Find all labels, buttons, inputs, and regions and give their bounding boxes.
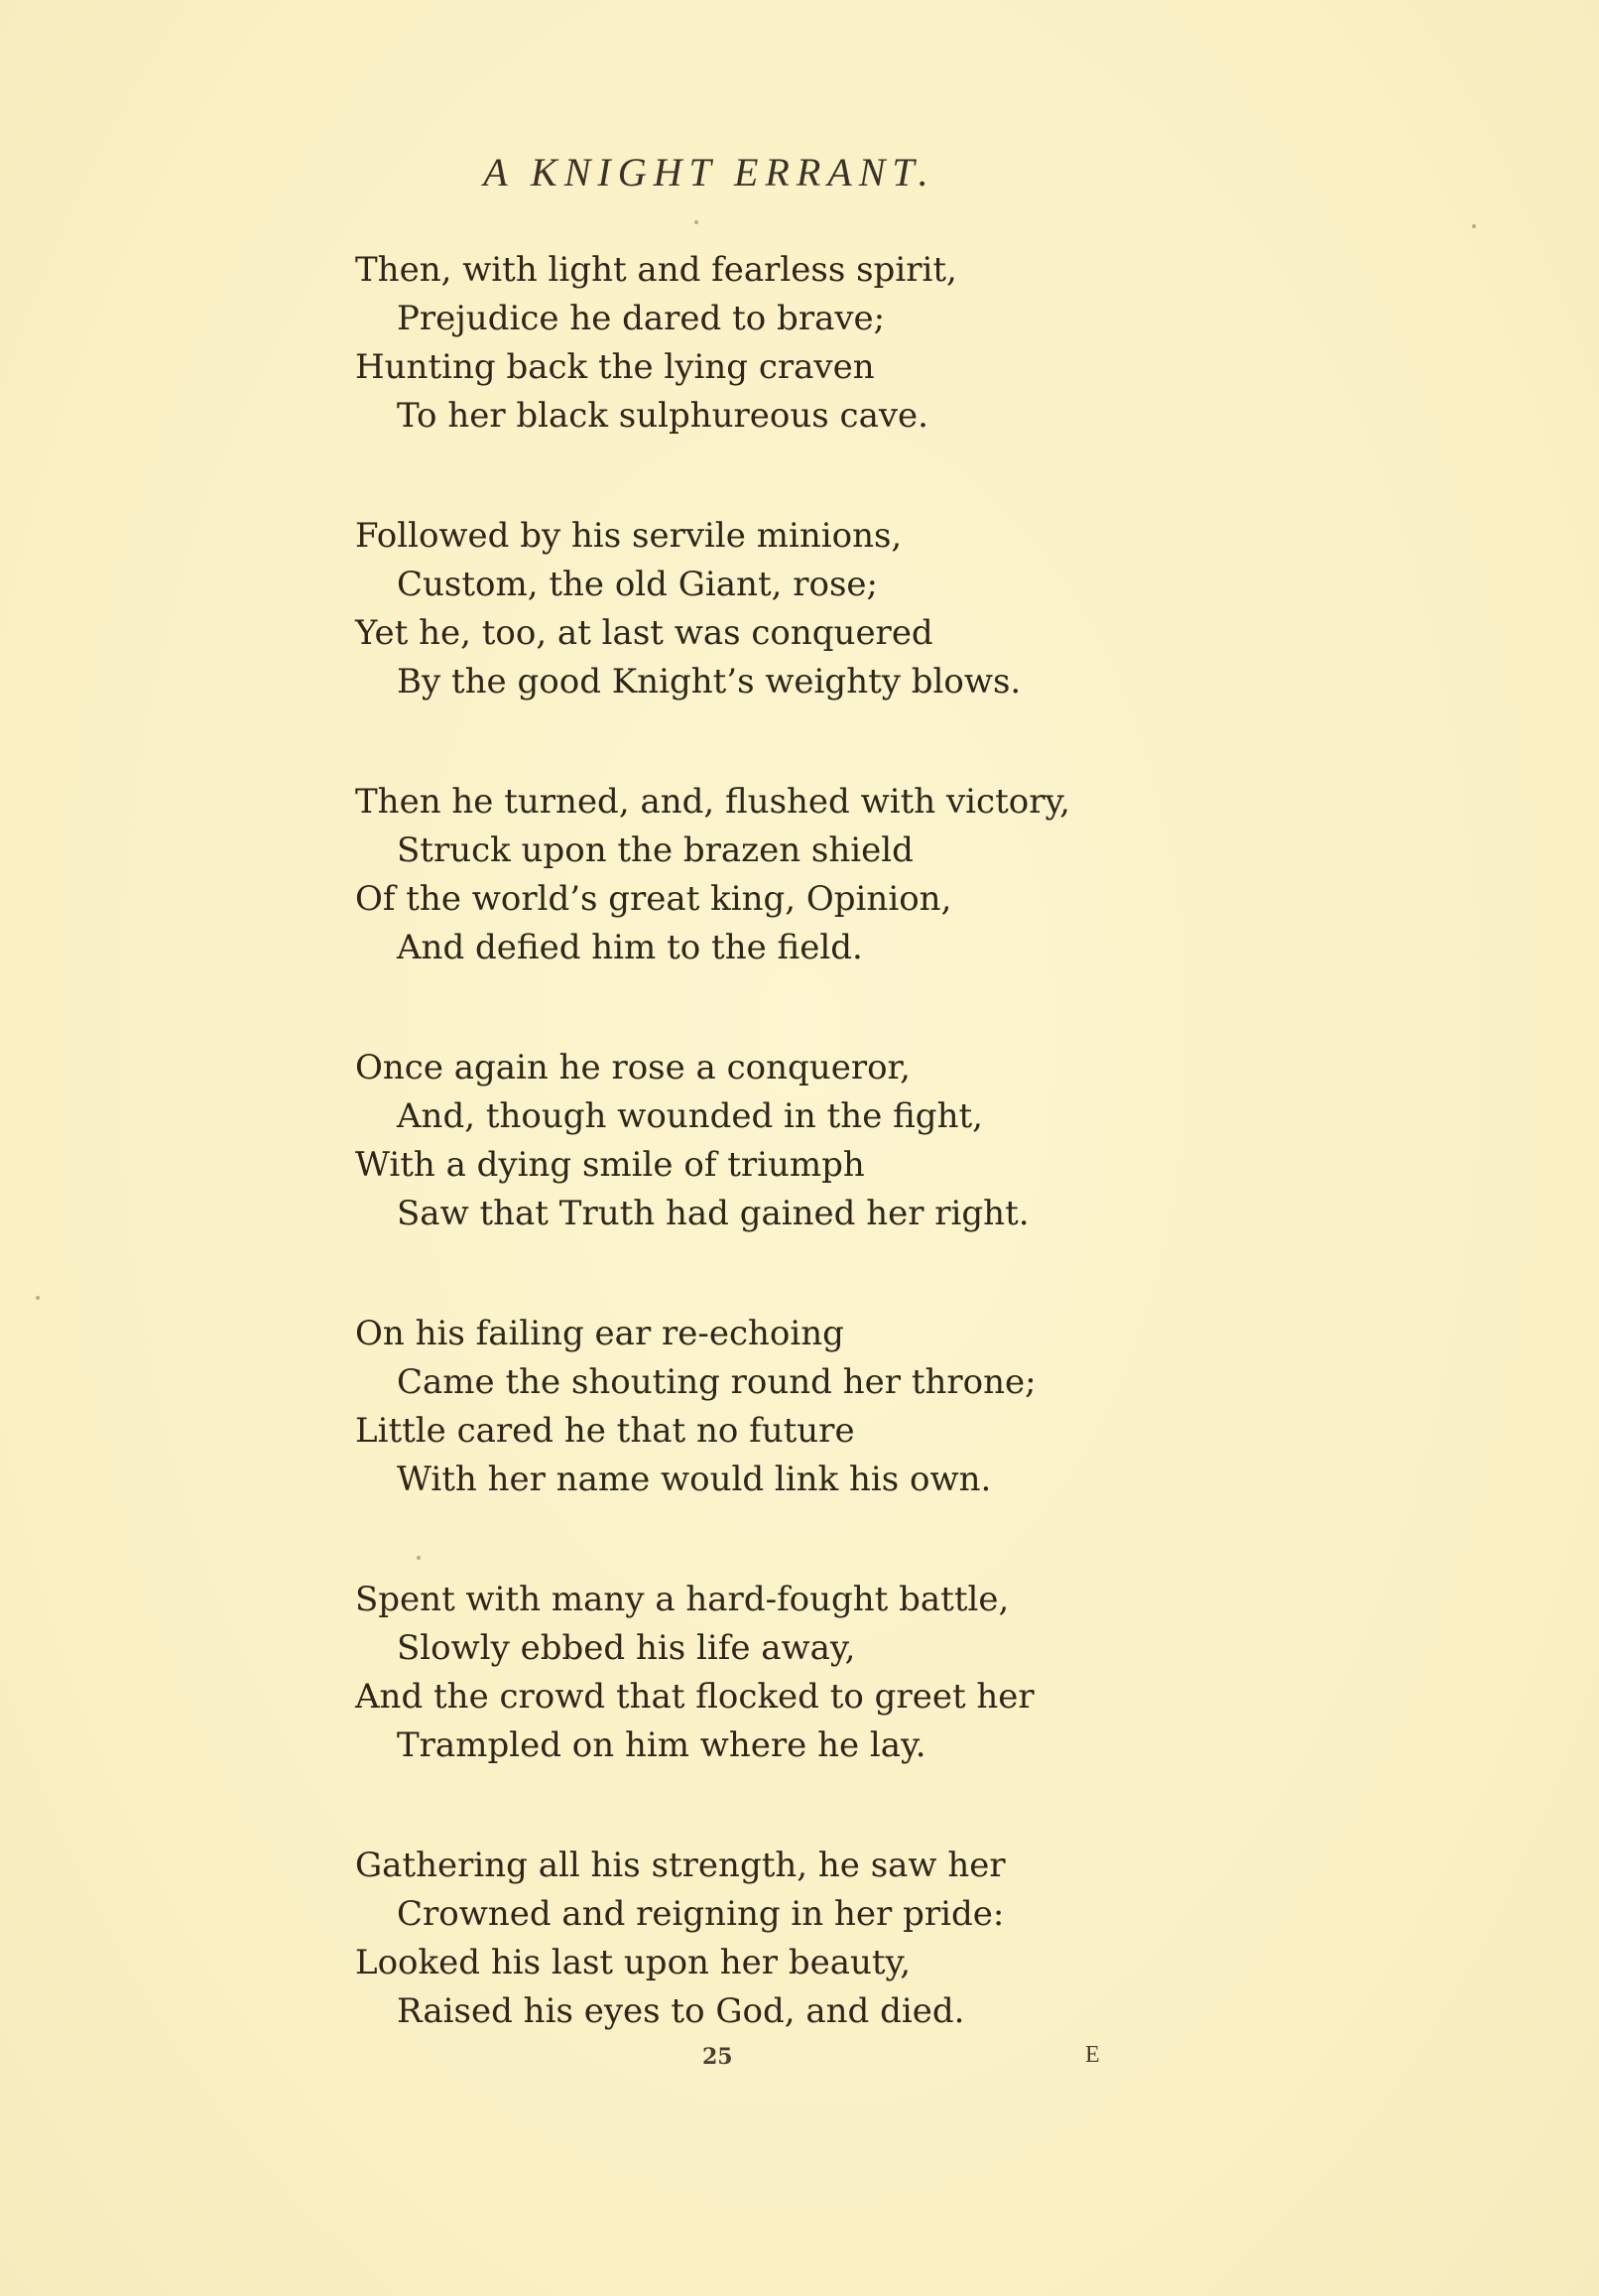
poem-line: Then he turned, and, flushed with victory, (355, 782, 1070, 822)
poem-line: Hunting back the lying craven (355, 347, 875, 387)
poem-line: And defied him to the field. (397, 928, 863, 967)
page-number: 25 (702, 2044, 733, 2070)
poem-line: Custom, the old Giant, rose; (397, 565, 878, 604)
poem-line: Once again he rose a conqueror, (355, 1048, 911, 1087)
poem-line: With her name would link his own. (397, 1460, 992, 1499)
poem-line: Prejudice he dared to brave; (397, 299, 886, 338)
poem-line: Of the world’s great king, Opinion, (355, 879, 952, 919)
poem-line: Raised his eyes to God, and died. (397, 1991, 965, 2031)
poem-line: Little cared he that no future (355, 1411, 855, 1451)
stanza-7 (355, 1842, 1545, 2107)
stanza-1 (355, 246, 1545, 512)
poem-line: Crowned and reigning in her pride: (397, 1894, 1005, 1934)
stanza-6 (355, 1576, 1545, 1842)
stanza-4 (355, 1044, 1545, 1310)
stanza-2 (355, 512, 1545, 778)
poem-line: Followed by his servile minions, (355, 516, 903, 556)
poem-line: With a dying smile of triumph (355, 1145, 865, 1185)
poem-line: And, though wounded in the fight, (397, 1096, 983, 1136)
poem-line: Trampled on him where he lay. (397, 1725, 926, 1765)
poem-line: Gathering all his strength, he saw her (355, 1846, 1006, 1885)
stanza-3 (355, 778, 1545, 1044)
stanza-5 (355, 1310, 1545, 1576)
poem-line: Struck upon the brazen shield (397, 830, 914, 870)
poem-line: To her black sulphureous cave. (397, 396, 928, 436)
poem-line: Yet he, too, at last was conquered (355, 613, 933, 653)
poem-line: By the good Knight’s weighty blows. (397, 662, 1022, 702)
paper-speck (1472, 224, 1476, 228)
poem-line: Spent with many a hard-fought battle, (355, 1580, 1010, 1619)
poem-line: Then, with light and fearless spirit, (355, 250, 957, 290)
poem-line: On his failing ear re-echoing (355, 1314, 844, 1353)
paper-speck (694, 220, 698, 224)
poem-line: Slowly ebbed his life away, (397, 1628, 856, 1668)
paper-speck (417, 1556, 421, 1560)
paper-speck (36, 1296, 40, 1300)
poem-body (355, 246, 1545, 2107)
signature-mark: E (1085, 2042, 1100, 2068)
poem-line: Looked his last upon her beauty, (355, 1943, 912, 1982)
poem-line: Saw that Truth had gained her right. (397, 1194, 1030, 1233)
page-title: A KNIGHT ERRANT. (483, 150, 935, 194)
poem-line: And the crowd that flocked to greet her (355, 1677, 1035, 1717)
poem-line: Came the shouting round her throne; (397, 1362, 1037, 1402)
